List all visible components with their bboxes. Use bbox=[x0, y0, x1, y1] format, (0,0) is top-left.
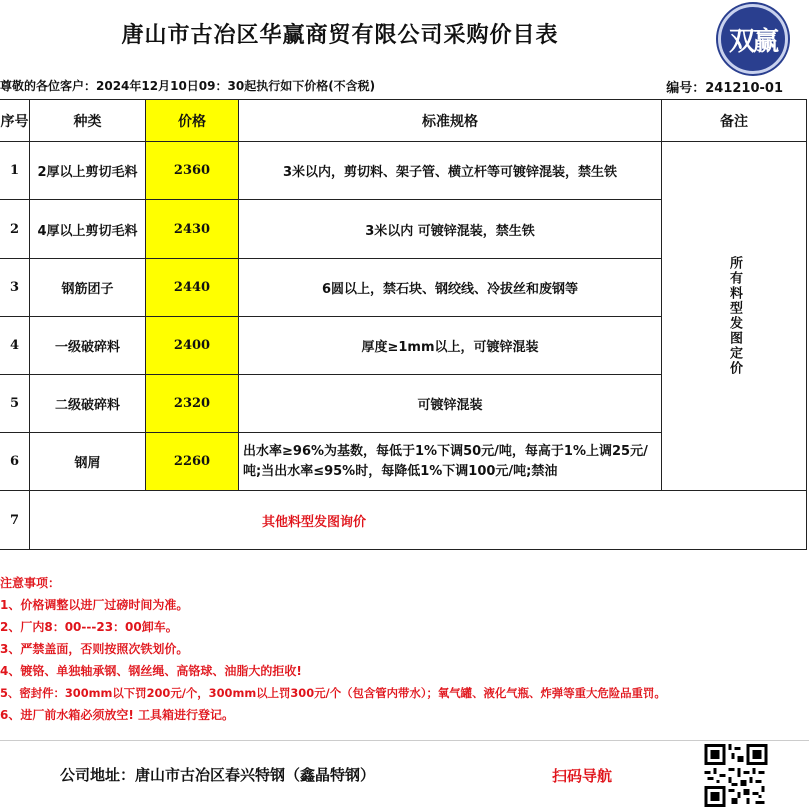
row-seq: 7 bbox=[0, 491, 30, 550]
table-row bbox=[0, 142, 807, 200]
row-price: 2430 bbox=[146, 200, 239, 259]
row-kind: 钢屑 bbox=[30, 433, 146, 491]
table-row-other bbox=[0, 491, 807, 550]
price-table bbox=[0, 99, 807, 550]
row-seq: 6 bbox=[0, 433, 30, 491]
row-seq: 1 bbox=[0, 142, 30, 200]
row-price: 2440 bbox=[146, 259, 239, 317]
row-kind: 一级破碎料 bbox=[30, 317, 146, 375]
note-item: 1、价格调整以进厂过磅时间为准。 bbox=[0, 598, 189, 612]
other-material-text: 其他料型发图询价 bbox=[30, 491, 807, 550]
row-spec: 6圆以上，禁石块、钢绞线、冷拔丝和废钢等 bbox=[239, 259, 662, 317]
row-spec: 可镀锌混装 bbox=[239, 375, 662, 433]
logo-text: 双赢 bbox=[728, 27, 777, 57]
row-spec: 3米以内 可镀锌混装，禁生铁 bbox=[239, 200, 662, 259]
row-kind: 4厚以上剪切毛料 bbox=[30, 200, 146, 259]
notes-section bbox=[0, 572, 800, 726]
qr-code-icon[interactable] bbox=[704, 744, 768, 807]
document-number: 编号：241210-01 bbox=[666, 81, 783, 96]
row-spec: 出水率≥96%为基数，每低于1%下调50元/吨，每高于1%上调25元/吨;当出水率≤95%时，每降低1%下调100元/吨;禁油 bbox=[239, 433, 662, 491]
note-item: 5、密封件：300mm以下罚200元/个，300mm以上罚300元/个（包含管内带水）；氧气罐、液化气瓶、炸弹等重大危险品重罚。 bbox=[0, 686, 666, 700]
page-title: 唐山市古冶区华赢商贸有限公司采购价目表 bbox=[121, 23, 559, 48]
company-address: 公司地址：唐山市古冶区春兴特钢（鑫晶特钢） bbox=[60, 766, 376, 784]
row-seq: 2 bbox=[0, 200, 30, 259]
row-kind: 钢筋团子 bbox=[30, 259, 146, 317]
row-spec: 3米以内，剪切料、架子管、横立杆等可镀锌混装，禁生铁 bbox=[239, 142, 662, 200]
remark-cell: 所有料型发图定价 bbox=[662, 142, 807, 491]
note-item: 6、进厂前水箱必须放空! 工具箱进行登记。 bbox=[0, 708, 235, 722]
company-logo bbox=[718, 4, 788, 74]
header-remark: 备注 bbox=[662, 100, 807, 142]
header-kind: 种类 bbox=[30, 100, 146, 142]
table-header-row bbox=[0, 100, 807, 142]
row-seq: 5 bbox=[0, 375, 30, 433]
row-kind: 2厚以上剪切毛料 bbox=[30, 142, 146, 200]
note-item: 4、镀铬、单独轴承钢、钢丝绳、高铬球、油脂大的拒收! bbox=[0, 664, 302, 678]
customer-notice: 尊敬的各位客户：2024年12月10日09：30起执行如下价格(不含税) bbox=[0, 79, 376, 93]
row-price: 2320 bbox=[146, 375, 239, 433]
footer-divider bbox=[0, 740, 809, 741]
scan-navigation-label: 扫码导航 bbox=[552, 767, 613, 785]
row-price: 2400 bbox=[146, 317, 239, 375]
row-seq: 4 bbox=[0, 317, 30, 375]
header-price: 价格 bbox=[146, 100, 239, 142]
header-spec: 标准规格 bbox=[239, 100, 662, 142]
notes-heading: 注意事项： bbox=[0, 576, 61, 590]
row-price: 2360 bbox=[146, 142, 239, 200]
row-spec: 厚度≥1mm以上，可镀锌混装 bbox=[239, 317, 662, 375]
header-seq: 序号 bbox=[0, 100, 30, 142]
note-item: 2、厂内8：00---23：00卸车。 bbox=[0, 620, 178, 634]
row-price: 2260 bbox=[146, 433, 239, 491]
row-seq: 3 bbox=[0, 259, 30, 317]
row-kind: 二级破碎料 bbox=[30, 375, 146, 433]
note-item: 3、严禁盖面，否则按照次铁划价。 bbox=[0, 642, 189, 656]
